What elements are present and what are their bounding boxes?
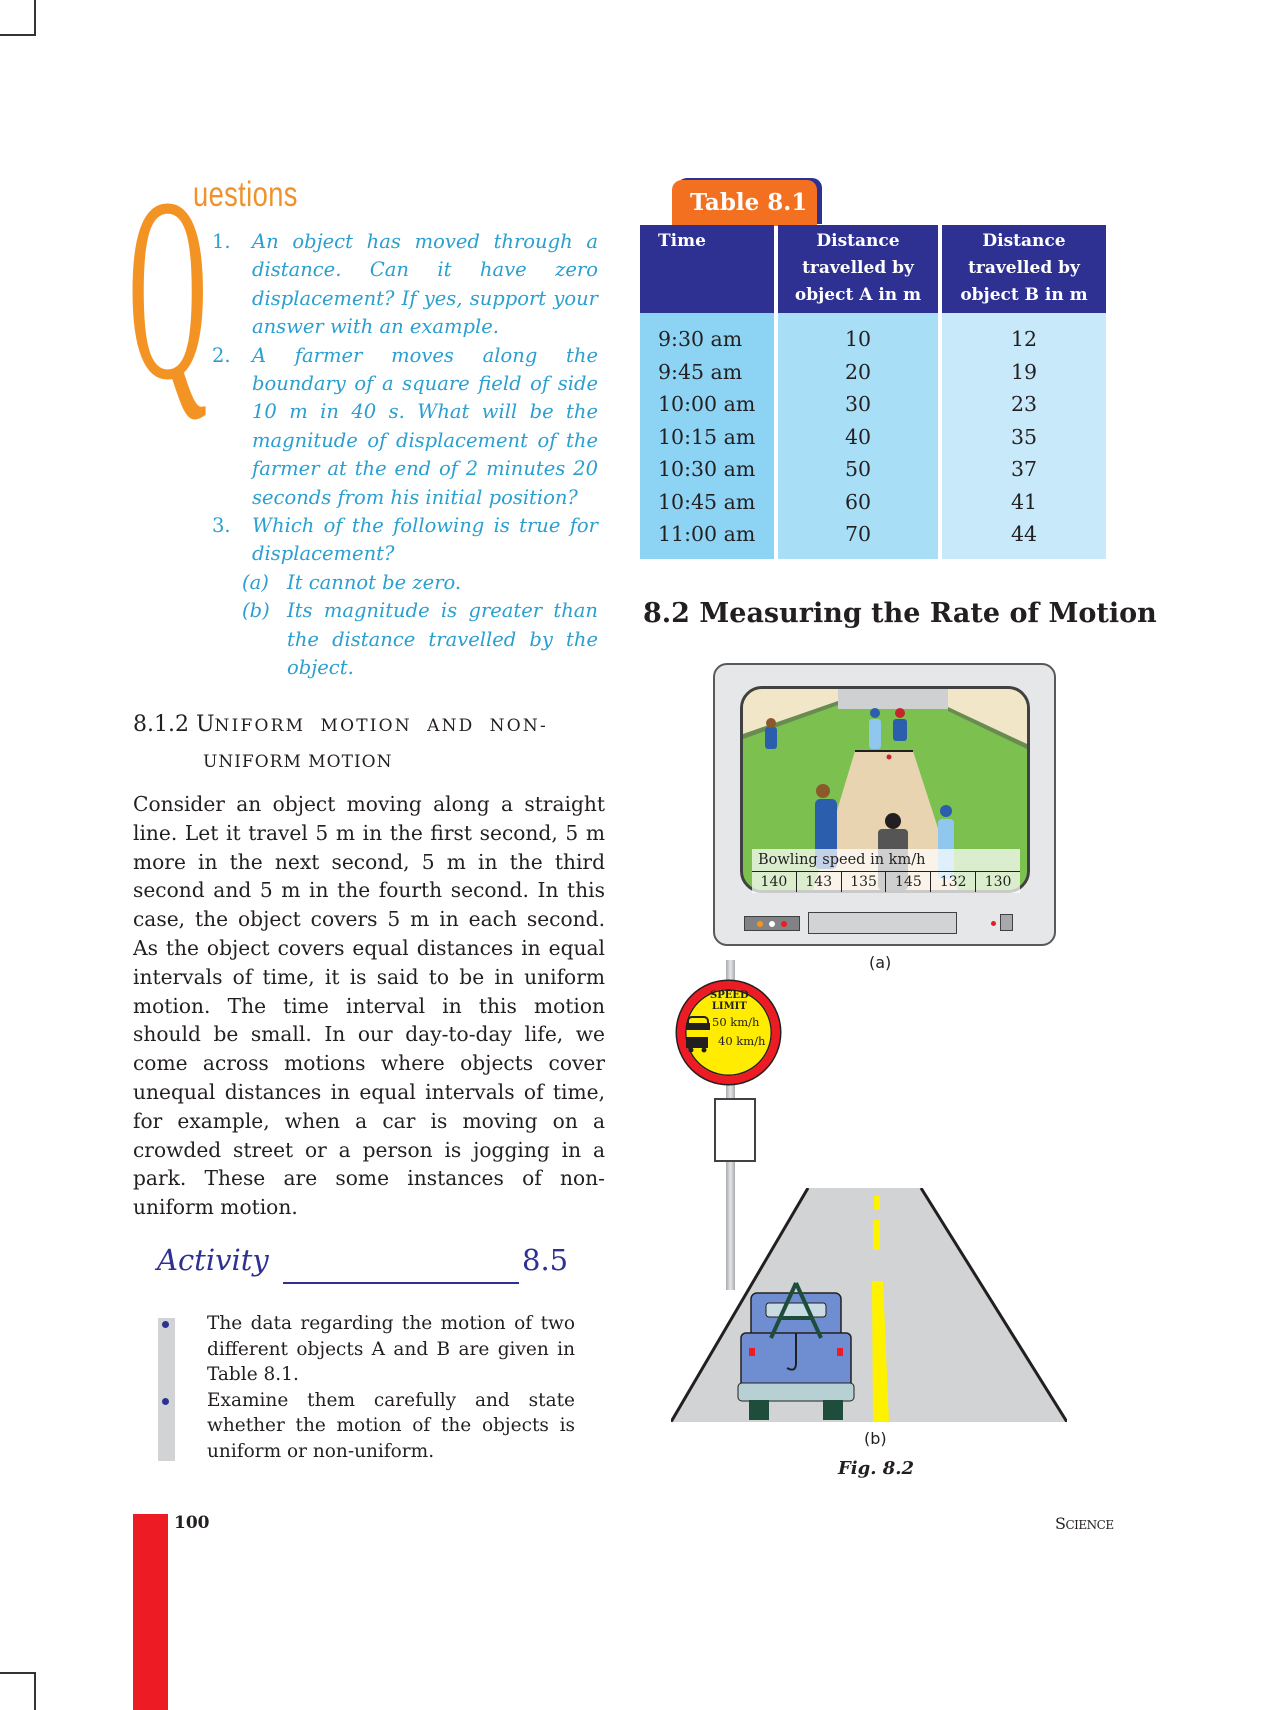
table-column-object-a: [778, 225, 938, 559]
crop-mark-bottom-left: [0, 1672, 36, 1710]
tv-power-switch-icon: [1000, 914, 1013, 931]
table-8-1: [640, 225, 1106, 559]
table-cell: 10:30 am: [658, 457, 756, 481]
activity-label: Activity: [157, 1243, 269, 1277]
bullet-icon: [162, 1398, 169, 1405]
table-cell: 37: [1010, 457, 1038, 481]
activity-bullet-item: Examine them carefully and state whether the motion of the objects is uniform or non-uniform.: [207, 1388, 575, 1465]
questions-list: [212, 228, 598, 683]
question-3-option-a: [242, 569, 598, 597]
question-text: Which of the following is true for displacement?: [252, 514, 598, 566]
table-cell: 30: [844, 392, 872, 416]
table-cell: 50: [844, 457, 872, 481]
sign-bracket: [714, 1098, 756, 1162]
section-number: 8.1.2: [133, 712, 189, 737]
running-title: SCIENCE: [1055, 1514, 1114, 1533]
tv-knob-icon: [781, 921, 787, 927]
table-column-cells: [640, 313, 774, 559]
figure-b-caption: (b): [864, 1429, 887, 1448]
table-cell: 19: [1010, 359, 1038, 384]
table-header: Time: [640, 225, 774, 313]
table-cell: 60: [844, 489, 872, 514]
road-illustration: [671, 1188, 1067, 1422]
tv-knob-icon: [769, 921, 775, 927]
option-label: (b): [242, 599, 270, 623]
bowling-speed-value: 145: [885, 872, 930, 892]
table-header: Distance travelled by object A in m: [778, 225, 938, 313]
bowling-speed-title: Bowling speed in km/h: [758, 852, 926, 868]
car-icon: [686, 1014, 712, 1058]
table-cell: 35: [1010, 424, 1038, 449]
question-number: 2.: [212, 343, 231, 367]
table-cell: 12: [1010, 327, 1038, 351]
table-cell: 10: [844, 327, 872, 351]
table-cell: 40: [844, 424, 872, 449]
table-column-cells: [942, 313, 1106, 559]
table-column-object-b: [942, 225, 1106, 559]
figure-a-caption: (a): [869, 953, 892, 972]
question-number: 1.: [212, 230, 231, 253]
tv-slot: [808, 912, 957, 934]
bowling-speed-value: 140: [760, 874, 788, 890]
activity-bullet-item: The data regarding the motion of two different objects A and B are given in Table 8.1.: [207, 1311, 575, 1388]
table-cell: 23: [1010, 392, 1038, 416]
activity-number: 8.5: [522, 1243, 569, 1277]
table-cell: 10:00 am: [658, 392, 756, 416]
figure-label: Fig. 8.2: [838, 1458, 915, 1479]
option-text: Its magnitude is greater than the distance travelled by the object.: [287, 599, 598, 680]
table-header: Distance travelled by object B in m: [942, 225, 1106, 313]
table-cell: 41: [1010, 489, 1038, 514]
section-title-initial: U: [195, 712, 215, 737]
section-812-body: Consider an object moving along a straight line. Let it travel 5 m in the first second, 5 m more in the next second, 5 m in the third second and 5 m in the fourth second. In this case, the object covers 5 m in each second. As the object covers equal distances in equal intervals of time, it is said to be in uniform motion. The time interval in this motion should be small. In our day-to-day life, we come across motions where objects cover unequal distances in equal intervals of time, for example, when a car is moving on a crowded street or a person is jogging in a park. These are some instances of non-uniform motion.: [133, 792, 605, 1220]
bowling-speed-row: [752, 871, 1020, 892]
question-text: A farmer moves along the boundary of a square field of side 10 m in 40 s. What will be the magnitude of displacement of the farmer at the end of 2 minutes 20 seconds from his initial position?: [252, 343, 598, 509]
tv-control-buttons: [744, 916, 800, 931]
question-1: [212, 228, 598, 342]
table-column-time: [640, 225, 774, 559]
option-text: It cannot be zero.: [287, 570, 462, 594]
table-cell: 20: [844, 359, 872, 384]
section-812-heading-line2: UNIFORM MOTION: [203, 752, 393, 772]
tv-knob-icon: [757, 921, 763, 927]
bowling-speed-value: 143: [796, 872, 841, 892]
table-cell: 10:15 am: [658, 424, 756, 449]
activity-bullets: [207, 1311, 575, 1465]
bowling-speed-value: 132: [930, 872, 975, 892]
table-label: Table 8.1: [690, 189, 808, 216]
section-82-heading: 8.2 Measuring the Rate of Motion: [643, 598, 1157, 629]
page-accent-bar: [133, 1514, 168, 1710]
table-cell: 9:30 am: [658, 327, 743, 351]
section-title-line1: NIFORM MOTION AND NON-: [214, 716, 548, 736]
questions-title: uestions: [193, 175, 298, 214]
table-cell: 70: [844, 522, 872, 546]
bullet-icon: [162, 1321, 169, 1328]
activity-side-bar: [158, 1318, 175, 1461]
bowling-speed-value: 135: [841, 872, 886, 892]
truck-speed-limit: 40 km/h: [718, 1034, 766, 1048]
question-3: [212, 512, 598, 569]
crop-mark-top-left: [0, 0, 36, 36]
bowling-speed-value: 130: [975, 872, 1020, 892]
page-number: 100: [174, 1513, 210, 1533]
table-cell: 10:45 am: [658, 489, 756, 514]
table-cell: 9:45 am: [658, 359, 743, 384]
road-with-truck-icon: [671, 1188, 1067, 1422]
question-3-option-b: [242, 597, 598, 682]
table-cell: 44: [1010, 522, 1038, 546]
question-number: 3.: [212, 514, 231, 538]
speed-limit-title: SPEED LIMIT: [710, 990, 749, 1012]
option-label: (a): [242, 570, 269, 594]
questions-initial-q: Q: [128, 144, 208, 434]
tv-power-led-icon: [991, 921, 996, 926]
car-speed-limit: 50 km/h: [712, 1015, 760, 1029]
table-column-cells: [778, 313, 938, 559]
question-2: [212, 342, 598, 512]
question-text: An object has moved through a distance. Can it have zero displacement? If yes, support your answer with an example.: [252, 230, 598, 339]
activity-rule: [283, 1282, 519, 1284]
section-812-heading: [133, 712, 608, 737]
table-cell: 11:00 am: [658, 522, 756, 546]
